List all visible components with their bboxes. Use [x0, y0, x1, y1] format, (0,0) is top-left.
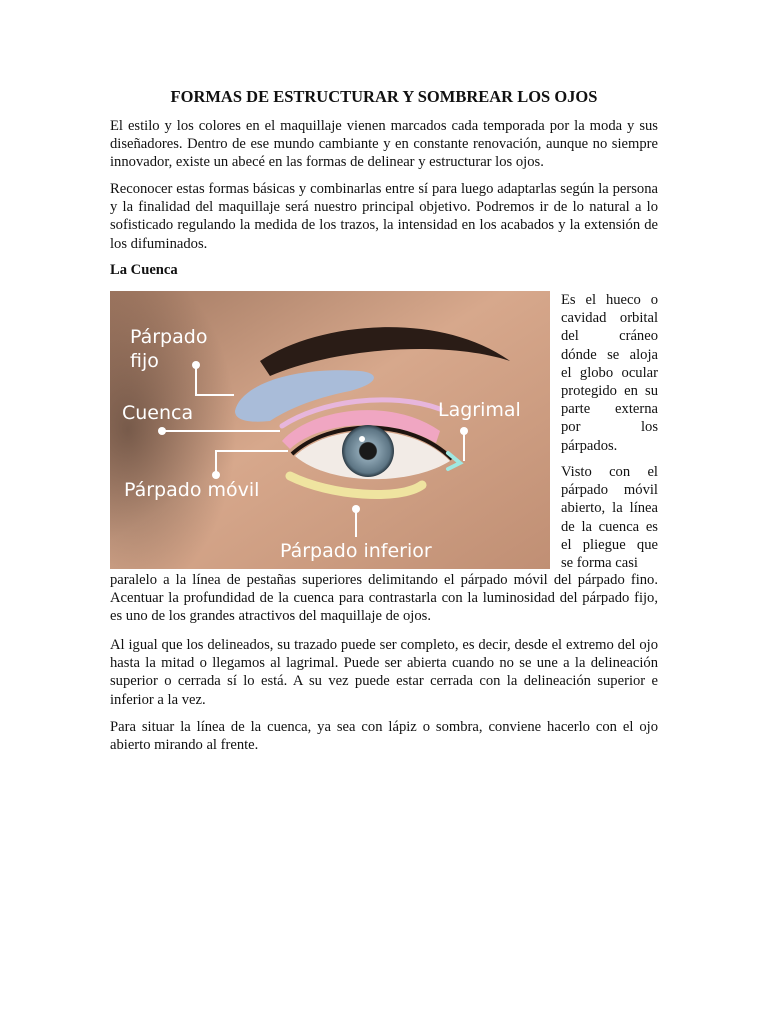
paragraph-3: Al igual que los delineados, su trazado puede ser completo, es decir, desde el extremo del ojo hasta la mitad o llegamos al lagrimal. Puede ser abierta cuando no se une a la delineación superior o cerrada sí lo está. A su vez puede estar cerrada con la delineación superior e inferior a la vez.	[110, 637, 658, 708]
dot-parpado-fijo	[192, 361, 200, 369]
label-parpado-inferior: Párpado inferior	[280, 540, 432, 562]
eye-anatomy-illustration	[110, 291, 550, 569]
iris	[342, 425, 394, 477]
label-parpado-movil: Párpado móvil	[124, 479, 260, 501]
label-cuenca: Cuenca	[122, 402, 194, 424]
label-parpado-fijo-line2: fijo	[130, 350, 159, 372]
label-lagrimal: Lagrimal	[438, 399, 521, 421]
eye-anatomy-figure	[110, 291, 550, 569]
continuation-paragraph: paralelo a la línea de pestañas superiores delimitando el párpado móvil del párpado fino. Acentuar la profundidad de la cuenca para contrastarla con la luminosidad del párpado fijo, es uno de los grandes atractivos del maquillaje de ojos.	[110, 572, 658, 625]
dot-lagrimal	[460, 427, 468, 435]
iris-highlight	[359, 436, 365, 442]
intro-paragraph-2: Reconocer estas formas básicas y combinarlas entre sí para luego adaptarlas según la persona y la finalidad del maquillaje será nuestro principal objetivo. Podremos ir de lo natural a lo sofisticado regulando la medida de los trazos, la intensidad en los acabados y la extensión de los difuminados.	[110, 181, 658, 252]
side-paragraph-2: Visto con el párpado móvil abierto, la línea de la cuenca es el pliegue que se forma casi	[561, 464, 658, 572]
section-heading: La Cuenca	[110, 262, 178, 278]
dot-parpado-inferior	[352, 505, 360, 513]
paragraph-4: Para situar la línea de la cuenca, ya sea con lápiz o sombra, conviene hacerlo con el ojo abierto mirando al frente.	[110, 719, 658, 754]
dot-cuenca	[158, 427, 166, 435]
dot-parpado-movil	[212, 471, 220, 479]
document-title: FORMAS DE ESTRUCTURAR Y SOMBREAR LOS OJOS	[170, 87, 598, 106]
intro-paragraph-1: El estilo y los colores en el maquillaje vienen marcados cada temporada por la moda y sus diseñadores. Dentro de ese mundo cambiante y en constante renovación, aunque no siempre innovador, existe un abecé en las formas de delinear y estructurar los ojos.	[110, 118, 658, 171]
side-paragraph-1: Es el hueco o cavidad orbital del cráneo dónde se aloja el globo ocular protegido en su parte externa por los párpados.	[561, 292, 658, 454]
label-parpado-fijo-line1: Párpado	[130, 326, 208, 348]
